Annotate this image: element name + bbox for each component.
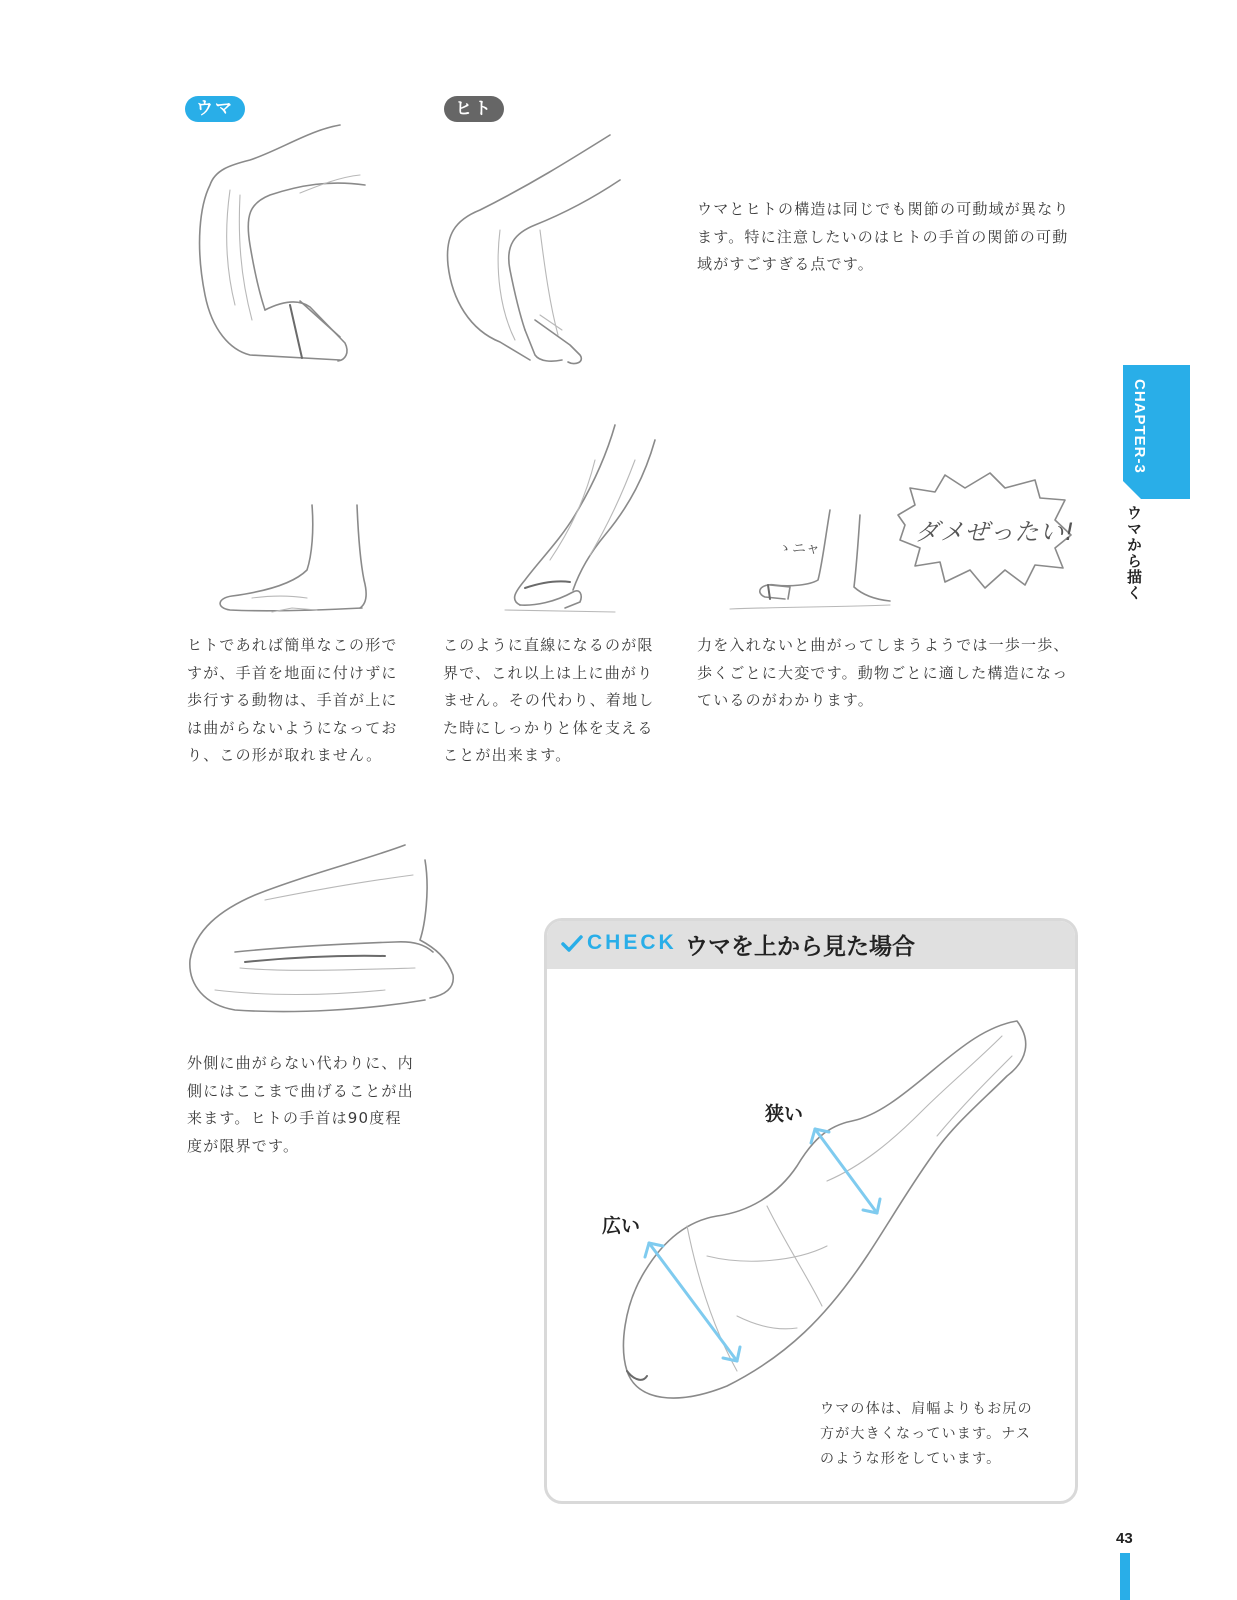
speech-bubble-text: ダメぜったい! xyxy=(915,518,1076,546)
narrow-arrow-line xyxy=(815,1129,877,1213)
bent-hoof-sfx: ゝニャ xyxy=(778,541,820,557)
page-number-bar xyxy=(1120,1553,1130,1600)
horse-foreleg-bent-sketch xyxy=(190,115,390,375)
human-wrist-bent-sketch xyxy=(440,130,640,370)
check-label: CHECK xyxy=(587,931,677,954)
chapter-subtitle: ウマから描く xyxy=(1125,505,1143,601)
bent-hoof-caption: 力を入れないと曲がってしまうようでは一歩一歩、 歩くごとに大変です。動物ごとに適した構造になっ ているのがわかります。 xyxy=(697,636,1070,709)
horse-tag: ウマ xyxy=(185,96,245,122)
check-box xyxy=(544,918,1078,1504)
human-foot-sketch xyxy=(212,500,382,620)
human-tag: ヒト xyxy=(444,96,504,122)
chapter-tab-label: CHAPTER-3 xyxy=(1131,379,1148,474)
horse-hoof-bent-sketch xyxy=(730,505,900,625)
wide-label: 広い xyxy=(602,1215,641,1237)
check-caption: ウマの体は、肩幅よりもお尻の 方が大きくなっています。ナス のような形をしています。 xyxy=(820,1401,1033,1467)
horse-leg-caption: このように直線になるのが限 界で、これ以上は上に曲がり ません。その代わり、着地し た時にしっかりと体を支える ことが出来ます。 xyxy=(443,636,655,764)
narrow-label: 狭い xyxy=(765,1103,804,1125)
inner-bend-caption: 外側に曲がらない代わりに、内 側にはここまで曲げることが出 来ます。ヒトの手首は90度程 度が限界です。 xyxy=(187,1054,414,1155)
wide-arrow-line xyxy=(649,1243,737,1361)
human-foot-caption: ヒトであれば簡単なこの形で すが、手首を地面に付けずに 歩行する動物は、手首が上に は曲がらないようになってお り、この形が取れません。 xyxy=(187,636,398,764)
check-title: ウマを上から見た場合 xyxy=(685,934,915,960)
horse-leg-straight-sketch xyxy=(495,420,675,620)
intro-text: ウマとヒトの構造は同じでも関節の可動域が異なり ます。特に注意したいのはヒトの手首の関節の可動 域がすごすぎる点です。 xyxy=(697,200,1070,273)
chapter-tab xyxy=(1123,365,1190,499)
page-number: 43 xyxy=(1116,1530,1133,1547)
horse-leg-inner-bend-sketch xyxy=(185,840,465,1030)
